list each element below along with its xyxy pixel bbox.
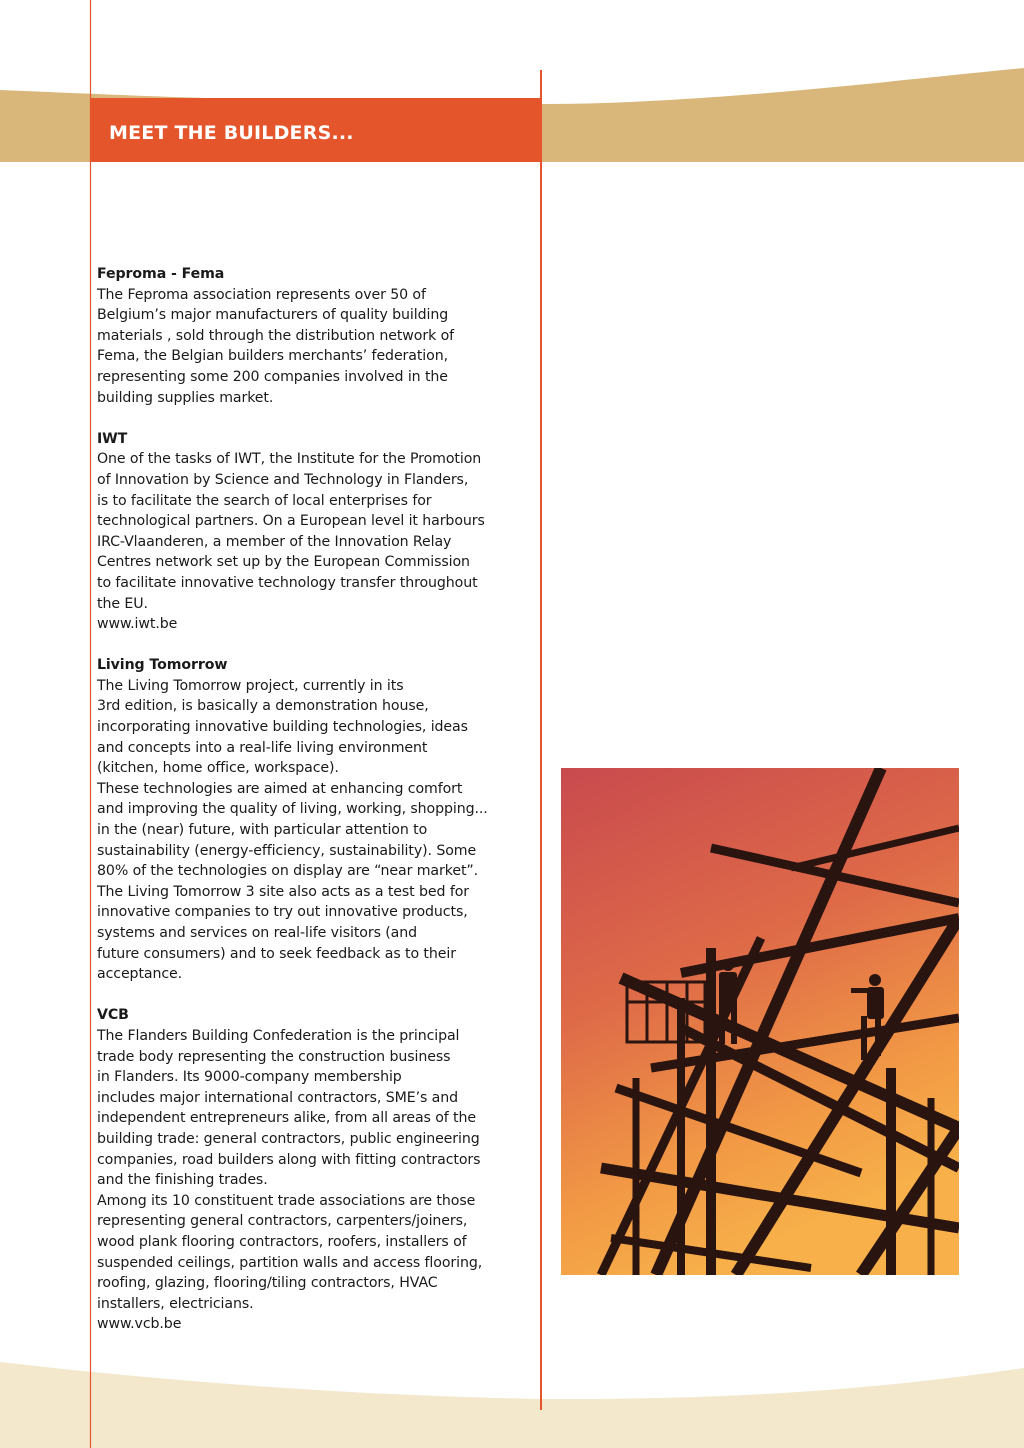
body-line: The Living Tomorrow 3 site also acts as a test bed for [97, 882, 470, 900]
body-line: building supplies market. [97, 388, 274, 406]
section-heading: Living Tomorrow [97, 656, 228, 674]
footer-band [0, 1362, 1024, 1448]
body-line: technological partners. On a European level it harbours [97, 512, 485, 530]
body-line: sustainability (energy-efficiency, sustainability). Some [97, 841, 477, 859]
section-feproma [97, 264, 514, 408]
body-line: future consumers) and to seek feedback as to their [97, 944, 456, 962]
body-line: companies, road builders along with fitting contractors [97, 1150, 481, 1168]
section-heading: VCB [97, 1006, 129, 1024]
body-line: representing general contractors, carpenters/joiners, [97, 1212, 468, 1230]
section-vcb [97, 1005, 514, 1335]
body-line: Belgium’s major manufacturers of quality building [97, 306, 449, 324]
body-line: Centres network set up by the European Commission [97, 553, 470, 571]
body-line: IRC-Vlaanderen, a member of the Innovation Relay [97, 532, 452, 550]
body-line: and the finishing trades. [97, 1171, 268, 1189]
body-line: of Innovation by Science and Technology in Flanders, [97, 470, 469, 488]
body-line: acceptance. [97, 965, 183, 983]
builders-text-column [97, 264, 514, 1355]
body-line: trade body representing the construction business [97, 1047, 451, 1065]
body-line: suspended ceilings, partition walls and access flooring, [97, 1253, 483, 1271]
body-line: (kitchen, home office, workspace). [97, 759, 339, 777]
body-line: includes major international contractors, SME’s and [97, 1088, 459, 1106]
section-iwt [97, 429, 514, 635]
body-line: is to facilitate the search of local enterprises for [97, 491, 432, 509]
steel-frame-construction-photo [561, 768, 959, 1275]
body-line: The Living Tomorrow project, currently in its [97, 676, 404, 694]
iwt-website-link[interactable]: www.iwt.be [97, 615, 178, 633]
section-heading: IWT [97, 429, 128, 447]
body-line: in Flanders. Its 9000-company membership [97, 1068, 402, 1086]
body-line: The Feproma association represents over 50 of [97, 285, 426, 303]
vcb-website-link[interactable]: www.vcb.be [97, 1315, 182, 1333]
body-line: systems and services on real-life visitors (and [97, 924, 418, 941]
body-line: and improving the quality of living, working, shopping... [97, 800, 488, 818]
body-line: installers, electricians. [97, 1294, 254, 1312]
body-line: The Flanders Building Confederation is the principal [97, 1026, 460, 1044]
body-line: wood plank flooring contractors, roofers, installers of [97, 1232, 467, 1250]
body-line: and concepts into a real-life living environment [97, 738, 428, 756]
body-line: 3rd edition, is basically a demonstration house, [97, 697, 429, 715]
body-line: roofing, glazing, flooring/tiling contractors, HVAC [97, 1274, 438, 1292]
page-title: MEET THE BUILDERS... [109, 122, 354, 144]
body-line: to facilitate innovative technology transfer throughout [97, 573, 478, 591]
body-line: independent entrepreneurs alike, from all areas of the [97, 1109, 476, 1127]
body-line: materials , sold through the distribution network of [97, 326, 455, 344]
body-line: incorporating innovative building technologies, ideas [97, 718, 468, 736]
body-line: Fema, the Belgian builders merchants’ federation, [97, 347, 448, 365]
body-line: These technologies are aimed at enhancing comfort [97, 779, 463, 797]
body-line: building trade: general contractors, public engineering [97, 1129, 480, 1147]
section-heading: Feproma - Fema [97, 265, 225, 282]
body-line: innovative companies to try out innovative products, [97, 903, 468, 921]
section-living-tomorrow [97, 655, 514, 985]
body-line: the EU. [97, 594, 148, 612]
body-line: Among its 10 constituent trade associations are those [97, 1191, 476, 1209]
body-line: 80% of the technologies on display are “near market”. [97, 862, 479, 880]
body-line: in the (near) future, with particular attention to [97, 821, 428, 839]
body-line: One of the tasks of IWT, the Institute for the Promotion [97, 450, 482, 468]
body-line: representing some 200 companies involved in the [97, 367, 448, 385]
